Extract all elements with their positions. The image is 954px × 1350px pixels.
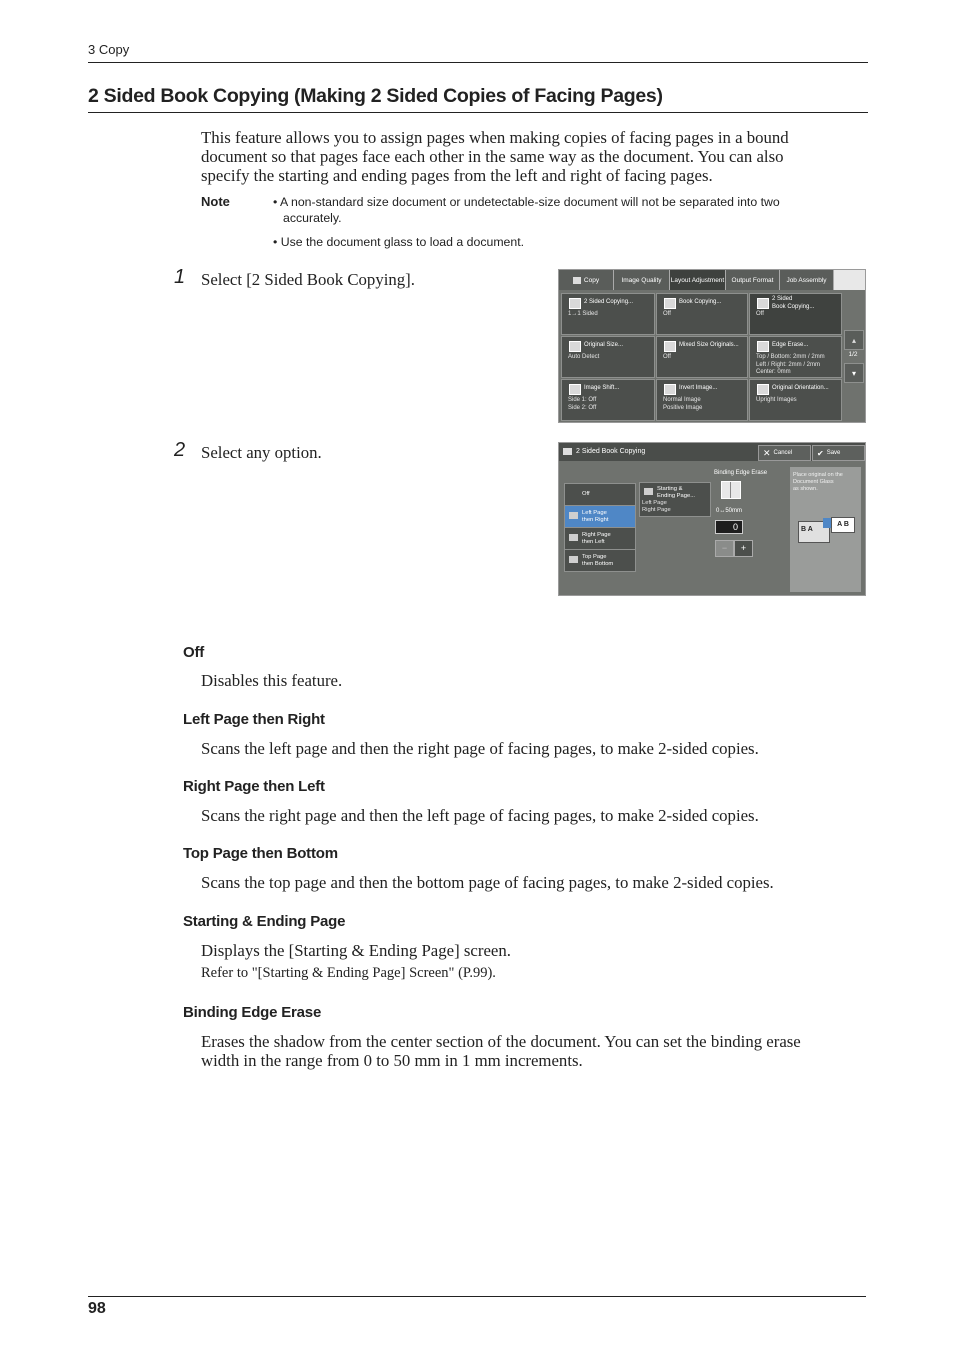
tile-image-shift[interactable] <box>561 379 655 421</box>
step-text: Select any option. <box>201 443 322 462</box>
button-label: Starting & Ending Page... <box>657 486 696 499</box>
tile-book-copying[interactable] <box>656 293 748 335</box>
check-icon: ✔ <box>817 448 824 458</box>
starting-ending-page-button[interactable] <box>639 482 711 517</box>
binding-erase-value-field[interactable]: 0 <box>715 520 743 534</box>
tab-output-format[interactable]: Output Format <box>726 270 780 290</box>
orientation-icon <box>757 384 769 395</box>
tile-value: 1→1 Sided <box>568 311 598 317</box>
step-number: 2 <box>174 439 186 461</box>
tile-original-orientation[interactable] <box>749 379 842 421</box>
option-top-page-then-bottom[interactable] <box>564 549 636 572</box>
image-shift-icon <box>569 384 581 395</box>
tile-label: Original Size... <box>584 342 624 348</box>
tile-label: 2 Sided Copying... <box>584 299 634 305</box>
tile-value: Side 1: Off Side 2: Off <box>568 397 597 411</box>
term-starting-ending-page: Starting & Ending Page <box>183 913 346 930</box>
two-sided-icon <box>569 298 581 309</box>
title-rule <box>88 112 868 113</box>
button-label: Save <box>826 450 841 456</box>
tab-image-quality[interactable]: Image Quality <box>614 270 670 290</box>
tile-label: 2 Sided Book Copying... <box>772 296 815 310</box>
option-label: Left Page then Right <box>582 510 609 523</box>
tile-original-size[interactable] <box>561 336 655 378</box>
option-left-page-then-right[interactable] <box>564 505 636 528</box>
header-rule <box>88 62 868 63</box>
tile-invert-image[interactable] <box>656 379 748 421</box>
hint-panel <box>790 467 861 592</box>
tile-value: Auto Detect <box>568 354 600 360</box>
desc-line: width in the range from 0 to 50 mm in 1 mm increments. <box>201 1051 583 1070</box>
button-label: Cancel <box>773 450 793 456</box>
note-line: • A non-standard size document or undetectable-size document will not be separated into two <box>273 195 780 209</box>
tile-2-sided-copying[interactable] <box>561 293 655 335</box>
option-label: Top Page then Bottom <box>582 554 614 567</box>
term-left-page-then-right: Left Page then Right <box>183 711 325 728</box>
range-label: 0↔50mm <box>716 508 743 514</box>
pages-icon <box>644 488 653 495</box>
binding-erase-icon <box>721 481 741 499</box>
book-icon <box>563 448 572 455</box>
desc-off: Disables this feature. <box>201 671 343 690</box>
right-left-page-icon <box>569 534 578 541</box>
term-binding-edge-erase: Binding Edge Erase <box>183 1004 322 1021</box>
increase-button[interactable]: + <box>734 540 753 557</box>
tile-label: Original Orientation... <box>772 385 829 391</box>
intro-line: This feature allows you to assign pages when making copies of facing pages in a bound <box>201 128 789 147</box>
mixed-size-icon <box>664 341 676 352</box>
two-sided-book-copying-screenshot <box>558 442 866 596</box>
scroll-up-button[interactable] <box>844 330 864 350</box>
tile-value: Off <box>663 354 671 360</box>
tile-edge-erase[interactable] <box>749 336 842 378</box>
cross-reference-link[interactable]: Refer to "[Starting & Ending Page] Screen" (P.99). <box>201 965 496 981</box>
intro-paragraph <box>201 128 789 185</box>
desc-line: Erases the shadow from the center section of the document. You can set the binding erase <box>201 1032 801 1051</box>
desc-top-page-then-bottom: Scans the top page and then the bottom page of facing pages, to make 2-sided copies. <box>201 873 774 892</box>
option-right-page-then-left[interactable] <box>564 527 636 550</box>
note-line: accurately. <box>283 211 342 225</box>
running-header: 3 Copy <box>88 42 130 57</box>
close-icon: ✕ <box>763 447 771 458</box>
copy-icon <box>573 277 581 284</box>
tile-label: Image Shift... <box>584 385 620 391</box>
tab-copy[interactable] <box>559 270 614 290</box>
edge-erase-icon <box>757 341 769 352</box>
tile-value: Upright Images <box>756 397 797 403</box>
desc-left-page-then-right: Scans the left page and then the right page of facing pages, to make 2-sided copies. <box>201 739 759 758</box>
book-icon <box>664 298 676 309</box>
tile-value: Normal Image Positive Image <box>663 397 703 411</box>
tab-layout-adjustment[interactable]: Layout Adjustment <box>670 270 726 290</box>
option-label: Right Page then Left <box>582 532 611 545</box>
binding-edge-erase-label: Binding Edge Erase <box>714 470 768 476</box>
note-item <box>273 194 780 226</box>
step-number: 1 <box>174 266 186 288</box>
tile-value: Top / Bottom: 2mm / 2mm Left / Right: 2mm / 2mm Center: 0mm <box>756 354 825 375</box>
decrease-button[interactable]: − <box>715 540 734 557</box>
option-label: Off <box>582 491 590 497</box>
intro-line: specify the starting and ending pages from the left and right of facing pages. <box>201 166 713 185</box>
screen-title: 2 Sided Book Copying <box>576 448 646 455</box>
term-right-page-then-left: Right Page then Left <box>183 778 325 795</box>
left-right-page-icon <box>569 512 578 519</box>
arrow-icon <box>823 518 831 528</box>
section-title: 2 Sided Book Copying (Making 2 Sided Copies of Facing Pages) <box>88 85 663 107</box>
step-text: Select [2 Sided Book Copying]. <box>201 270 415 289</box>
tile-label: Edge Erase... <box>772 342 809 348</box>
tile-label: Invert Image... <box>679 385 718 391</box>
tile-label: Book Copying... <box>679 299 722 305</box>
save-button[interactable] <box>812 445 865 461</box>
footer-rule <box>88 1296 866 1297</box>
term-top-page-then-bottom: Top Page then Bottom <box>183 845 338 862</box>
original-size-icon <box>569 341 581 352</box>
top-bottom-page-icon <box>569 556 578 563</box>
diagram-label: B A <box>801 526 813 533</box>
tab-label: Copy <box>583 276 600 284</box>
document-diagram: A B <box>831 517 855 533</box>
note-item: • Use the document glass to load a document. <box>273 235 525 249</box>
cancel-button[interactable] <box>758 445 811 461</box>
button-value: Left Page Right Page <box>642 500 671 513</box>
scroll-down-button[interactable] <box>844 363 864 383</box>
copy-screen-screenshot <box>558 269 866 423</box>
chevron-down-icon: ▾ <box>851 368 856 378</box>
tile-value: Off <box>756 311 764 317</box>
page-number: 98 <box>88 1300 106 1317</box>
invert-image-icon <box>664 384 676 395</box>
tile-2-sided-book-copying[interactable] <box>749 293 842 335</box>
desc-starting-ending-page: Displays the [Starting & Ending Page] screen. <box>201 941 511 960</box>
desc-binding-edge-erase <box>201 1032 801 1070</box>
intro-line: document so that pages face each other in the same way as the document. You can also <box>201 147 784 166</box>
two-sided-book-icon <box>757 298 769 309</box>
tile-mixed-size-originals[interactable] <box>656 336 748 378</box>
tile-value: Off <box>663 311 671 317</box>
desc-right-page-then-left: Scans the right page and then the left page of facing pages, to make 2-sided copies. <box>201 806 759 825</box>
term-off: Off <box>183 644 205 661</box>
note-label: Note <box>201 194 230 209</box>
chevron-up-icon: ▴ <box>851 335 856 345</box>
page-indicator: 1/2 <box>848 351 858 358</box>
option-off[interactable] <box>564 483 636 506</box>
tab-bar <box>559 270 865 290</box>
hint-text: Place original on the Document Glass as shown. <box>793 472 843 492</box>
screen-header <box>559 443 865 461</box>
tile-label: Mixed Size Originals... <box>679 342 739 348</box>
tab-job-assembly[interactable]: Job Assembly <box>780 270 834 290</box>
